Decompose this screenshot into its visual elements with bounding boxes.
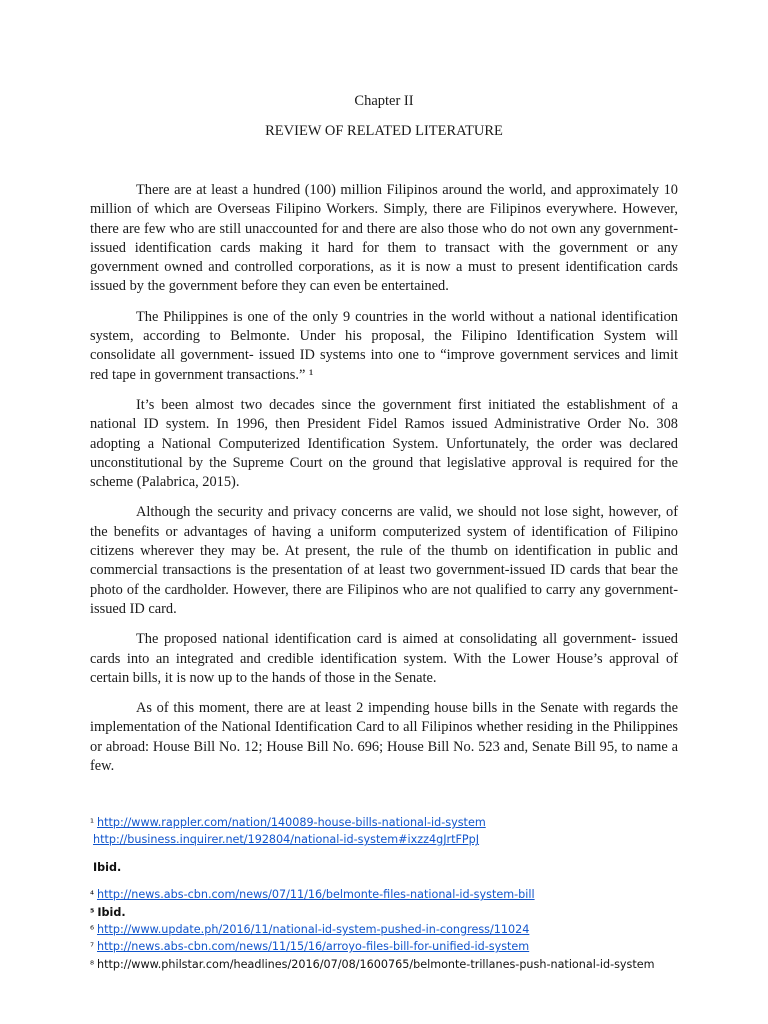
paragraph: As of this moment, there are at least 2 impending house bills in the Senate with regards the implementation of the National Identification Card to all Filipinos whether residing in the Philippines or abroad: House Bill No. 12; House Bill No. 696; House Bill No. 523 and, Senate Bill 95, to name a few.	[90, 700, 678, 775]
footnote	[90, 887, 690, 904]
footnote-text: http://www.philstar.com/headlines/2016/07/08/1600765/belmonte-trillanes-push-national-id-system	[97, 957, 655, 971]
footnote-mark: ⁶	[90, 925, 95, 937]
footnote-mark: ⁸	[90, 959, 95, 971]
footnote	[90, 905, 690, 922]
footnote-link[interactable]: http://news.abs-cbn.com/news/07/11/16/belmonte-files-national-id-system-bill	[97, 888, 535, 902]
footnote-mark: ¹	[90, 818, 95, 829]
paragraph: The proposed national identification card is aimed at consolidating all government- issued cards into an integrated and credible identification system. With the Lower House’s approval of certain bills, it is now up to the hands of those in the Senate.	[90, 631, 678, 686]
paragraph: There are at least a hundred (100) million Filipinos around the world, and approximately 10 million of which are Overseas Filipino Workers. Simply, there are Filipinos everywhere. However, there are few who are still unaccounted for and there are also those who do not own any government- issued identification cards making it hard for them to transact with the government or any government owned and controlled corporations, as it is now a must to present identification cards issued by the government before they can even be entertained.	[90, 182, 678, 295]
footnote-mark: ⁷	[90, 942, 95, 954]
body-text	[90, 181, 678, 787]
footnote-mark: ⁴	[90, 890, 95, 902]
paragraph: Although the security and privacy concerns are valid, we should not lose sight, however, of the benefits or advantages of having a uniform computerized system of identification of Filipino citizens wherever they may be. At present, the rule of the thumb on identification in public and commercial transactions is the presentation of at least two government-issued ID cards that bear the photo of the cardholder. However, there are Filipinos who are not qualified to carry any government- issued ID card.	[90, 504, 678, 617]
footnote	[90, 939, 690, 956]
footnote-link[interactable]: http://www.rappler.com/nation/140089-house-bills-national-id-system	[97, 816, 486, 829]
section-heading: REVIEW OF RELATED LITERATURE	[265, 123, 503, 139]
chapter-label: Chapter II	[354, 93, 414, 109]
footnote-link[interactable]: http://www.update.ph/2016/11/national-id-system-pushed-in-congress/11024	[97, 923, 530, 937]
footnote-link[interactable]: http://news.abs-cbn.com/news/11/15/16/arroyo-files-bill-for-unified-id-system	[97, 940, 530, 954]
footnote	[90, 832, 690, 849]
footnote-link[interactable]: http://business.inquirer.net/192804/national-id-system#ixzz4gJrtFPpJ	[93, 833, 480, 847]
paragraph: The Philippines is one of the only 9 countries in the world without a national identification system, according to Belmonte. Under his proposal, the Filipino Identification System will consolidate all government- issued ID systems into one to “improve government services and limit red tape in government transactions.” ¹	[90, 308, 678, 383]
footnote-mark: ⁵	[90, 907, 95, 919]
footnote	[90, 860, 690, 877]
footnote	[90, 815, 690, 832]
paragraph: It’s been almost two decades since the government first initiated the establishment of a national ID system. In 1996, then President Fidel Ramos issued Administrative Order No. 308 adopting a National Computerized Identification System. Unfortunately, the order was declared unconstitutional by the Supreme Court on the ground that legislative approval is required for the scheme (Palabrica, 2015).	[90, 396, 678, 491]
footnote	[90, 922, 690, 939]
footnote-text: Ibid.	[97, 905, 126, 919]
footnote-text: Ibid.	[93, 860, 122, 874]
footnotes	[90, 815, 690, 974]
footnote	[90, 957, 690, 974]
